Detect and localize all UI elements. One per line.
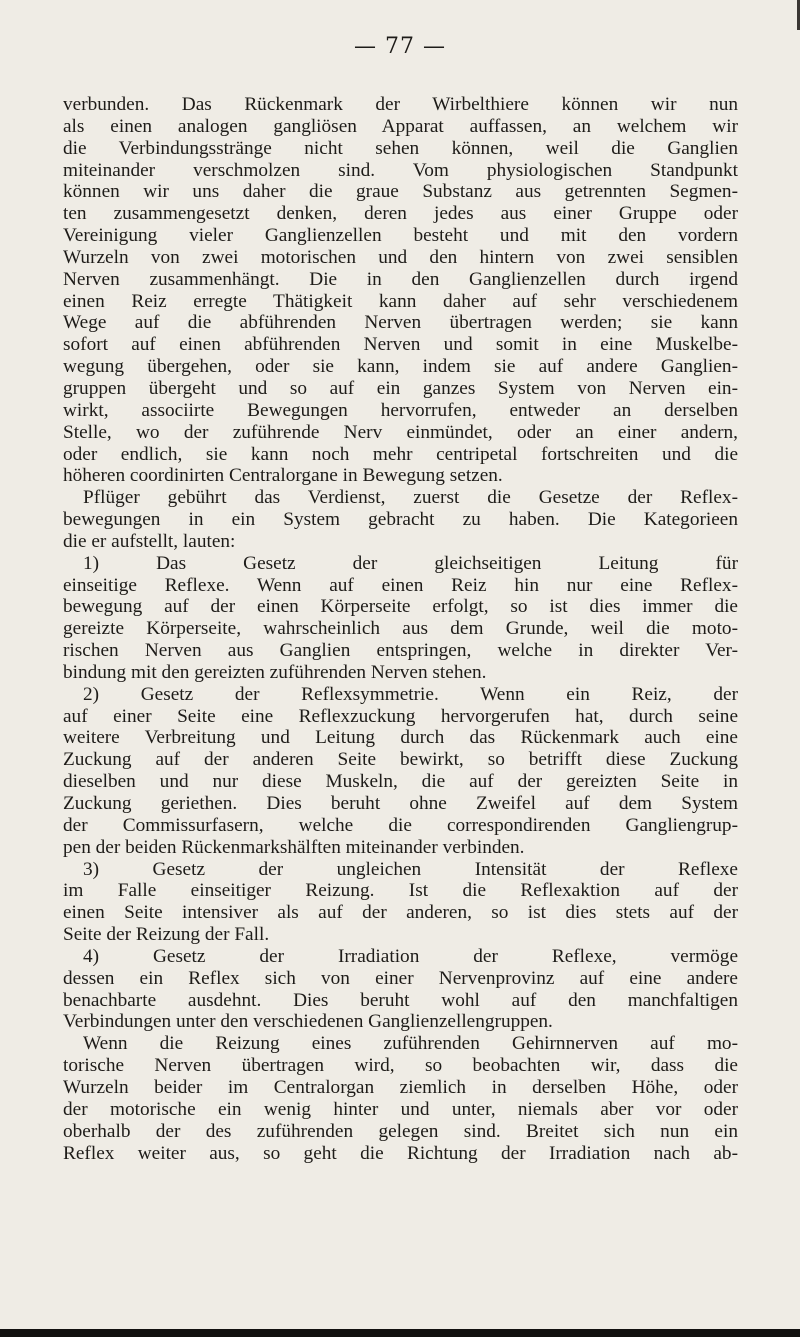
bottom-edge-rule [0,1329,800,1337]
text-line: bewegung auf der einen Körperseite erfolgt, so ist dies immer die [63,596,738,618]
text-line: der Commissurfasern, welche die correspondirenden Gangliengrup- [63,814,738,836]
text-line: oder endlich, sie kann noch mehr centripetal fortschreiten und die [63,443,738,465]
text-line: verbunden. Das Rückenmark der Wirbelthiere können wir nun [63,94,738,115]
text-line: 3) Gesetz der ungleichen Intensität der Reflexe [83,858,738,880]
text-line: Zuckung auf der anderen Seite bewirkt, so betrifft diese Zuckung [63,749,738,771]
text-line: gereizte Körperseite, wahrscheinlich aus dem Grunde, weil die moto- [63,618,738,640]
text-line: wegung übergehen, oder sie kann, indem sie auf andere Ganglien- [63,356,738,378]
text-line: Seite der Reizung der Fall. [63,924,270,946]
text-line: 1) Das Gesetz der gleichseitigen Leitung für [83,552,738,574]
text-line: pen der beiden Rückenmarkshälften miteinander verbinden. [63,836,525,858]
text-line: die Verbindungsstränge nicht sehen können, weil die Ganglien [63,137,738,159]
body-text [63,94,738,1164]
text-line: Wurzeln von zwei motorischen und den hintern von zwei sensiblen [63,246,738,268]
text-line: Nerven zusammenhängt. Die in den Ganglienzellen durch irgend [63,268,738,290]
text-line: miteinander verschmolzen sind. Vom physiologischen Standpunkt [63,159,738,181]
text-line: höheren coordinirten Centralorgane in Bewegung setzen. [63,465,503,487]
text-line: torische Nerven übertragen wird, so beobachten wir, dass die [63,1055,738,1077]
text-line: einseitige Reflexe. Wenn auf einen Reiz hin nur eine Reflex- [63,574,738,596]
text-line: einen Seite intensiver als auf der anderen, so ist dies stets auf der [63,902,738,924]
text-line: benachbarte ausdehnt. Dies beruht wohl auf den manchfaltigen [63,989,738,1011]
text-line: gruppen übergeht und so auf ein ganzes System von Nerven ein- [63,377,738,399]
text-line: rischen Nerven aus Ganglien entspringen, welche in direkter Ver- [63,640,738,662]
text-line: 2) Gesetz der Reflexsymmetrie. Wenn ein Reiz, der [83,683,738,705]
text-line: 4) Gesetz der Irradiation der Reflexe, vermöge [83,945,738,967]
text-line: Wege auf die abführenden Nerven übertragen werden; sie kann [63,312,738,334]
text-line: als einen analogen gangliösen Apparat auffassen, an welchem wir [63,115,738,137]
text-line: einen Reiz erregte Thätigkeit kann daher auf sehr verschiedenem [63,290,738,312]
text-line: dieselben und nur diese Muskeln, die auf der gereizten Seite in [63,771,738,793]
text-line: Verbindungen unter den verschiedenen Ganglienzellengruppen. [63,1011,553,1033]
text-line: Wenn die Reizung eines zuführenden Gehirnnerven auf mo- [83,1033,738,1055]
text-line: auf einer Seite eine Reflexzuckung hervorgerufen hat, durch seine [63,705,738,727]
text-line: Vereinigung vieler Ganglienzellen besteht und mit den vordern [63,225,738,247]
text-line: die er aufstellt, lauten: [63,530,236,552]
text-line: Pflüger gebührt das Verdienst, zuerst die Gesetze der Reflex- [83,487,738,509]
page-number: — 77 — [354,34,446,59]
text-line: bindung mit den gereizten zuführenden Nerven stehen. [63,661,487,683]
text-line: Zuckung geriethen. Dies beruht ohne Zweifel auf dem System [63,793,738,814]
text-line: weitere Verbreitung und Leitung durch das Rückenmark auch eine [63,727,738,749]
text-line: Stelle, wo der zuführende Nerv einmündet, oder an einer andern, [63,421,738,443]
text-line: der motorische ein wenig hinter und unter, niemals aber vor oder [63,1098,738,1120]
text-line: im Falle einseitiger Reizung. Ist die Reflexaktion auf der [63,880,738,902]
text-line: Wurzeln beider im Centralorgan ziemlich in derselben Höhe, oder [63,1076,738,1098]
text-line: können wir uns daher die graue Substanz aus getrennten Segmen- [63,181,738,203]
text-line: wirkt, associirte Bewegungen hervorrufen, entweder an derselben [63,399,738,421]
text-line: Reflex weiter aus, so geht die Richtung der Irradiation nach ab- [63,1142,738,1164]
text-line: oberhalb der des zuführenden gelegen sind. Breitet sich nun ein [63,1120,738,1142]
text-line: sofort auf einen abführenden Nerven und somit in eine Muskelbe- [63,334,738,356]
text-line: bewegungen in ein System gebracht zu haben. Die Kategorieen [63,509,738,531]
text-line: ten zusammengesetzt denken, deren jedes aus einer Gruppe oder [63,203,738,225]
text-line: dessen ein Reflex sich von einer Nervenprovinz auf eine andere [63,967,738,989]
